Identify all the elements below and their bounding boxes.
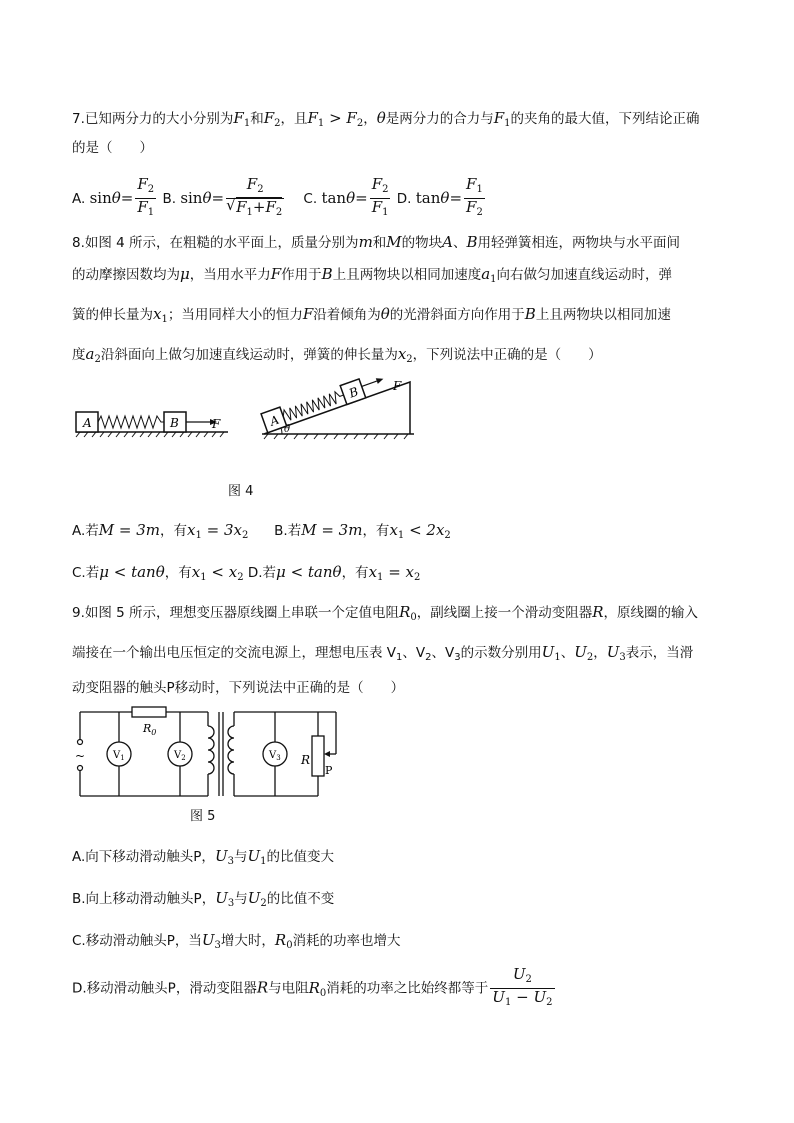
- q7-text: ，: [363, 111, 377, 127]
- q7-options: [72, 176, 487, 221]
- incline-label-a: A: [268, 412, 281, 429]
- q8-line-4: 度$a_2$沿斜面向上做匀加速直线运动时，弹簧的伸长量为$x_2$，下列说法中正确的是（ ）: [72, 345, 602, 365]
- label-r0: $R_0$: [143, 722, 157, 737]
- q8-option-b[interactable]: B.若M = 3m，有$x_1 < 2x_2$: [274, 521, 451, 541]
- ac-source-symbol: ~: [75, 749, 86, 763]
- label-a: A: [83, 416, 92, 430]
- figure-4-caption: 图 4: [228, 484, 254, 499]
- rheostat-r: [312, 736, 324, 776]
- q9-line-3: 动变阻器的触头P移动时，下列说法中正确的是（ ）: [72, 680, 405, 696]
- spring: [98, 416, 164, 428]
- figure-5-caption: 图 5: [190, 809, 216, 824]
- q8-options-cd: [72, 562, 420, 588]
- q9-option-a[interactable]: A.向下移动滑动触头P，$U_3$与$U_1$的比值变大: [72, 847, 334, 867]
- q8-option-c[interactable]: C.若μ < tanθ，有$x_1 < x_2$: [72, 563, 244, 583]
- q7-text: 7.已知两分力的大小分别为: [72, 111, 234, 127]
- label-v3: $V_3$: [269, 750, 281, 762]
- primary-coil: [208, 726, 214, 774]
- q8-option-d[interactable]: D.若μ < tanθ，有$x_1 = x_2$: [247, 563, 421, 583]
- label-theta: θ: [284, 424, 291, 435]
- q7-line-2: 的是（ ）: [72, 140, 153, 156]
- q9-option-d[interactable]: D.移动滑动触头P，滑动变阻器R与电阻$R_0$消耗的功率之比始终都等于 $\frac{U_2}{U_1 - U_2}$: [72, 966, 557, 1012]
- q7-option-a[interactable]: A. sinθ= $\frac{F_2}{F_1}$: [72, 175, 155, 218]
- q9-line-2: 端接在一个输出电压恒定的交流电源上，理想电压表 $V_1$、$V_2$、$V_3$的示数分别用$U_1$、$U_2$，$U_3$表示，当滑: [72, 643, 694, 663]
- slider-contact: [324, 751, 330, 757]
- math-F1: $F_1$: [493, 109, 511, 129]
- label-b: B: [170, 416, 179, 430]
- q7-line-1: [72, 108, 700, 134]
- incline-spring: [281, 389, 345, 422]
- q7-text: ，且: [280, 111, 308, 127]
- math-F2: $F_2$: [263, 109, 281, 129]
- incline-label-b: B: [347, 384, 361, 401]
- secondary-coil: [228, 726, 234, 774]
- q9-option-b[interactable]: B.向上移动滑动触头P，$U_3$与$U_2$的比值不变: [72, 889, 335, 909]
- label-v1: $V_1$: [113, 750, 125, 762]
- q7-text: 的夹角的最大值，下列结论正确: [510, 111, 700, 127]
- q7-option-b[interactable]: B. sinθ= $F_2$ √ $F_1+F_2$: [162, 175, 283, 218]
- fraction-u2-over-u1-minus-u2: $\frac{U_2}{U_1 - U_2}$: [492, 965, 553, 1008]
- resistor-r0: [132, 707, 166, 717]
- math-F1: $F_1$: [233, 109, 251, 129]
- label-v2: $V_2$: [174, 750, 186, 762]
- math-theta: θ: [376, 109, 386, 127]
- incline-label-f: F: [393, 379, 402, 393]
- q7-option-c[interactable]: C. tanθ= $\frac{F_2}{F_1}$: [303, 175, 389, 218]
- q9-option-c[interactable]: C.移动滑动触头P，当$U_3$增大时，$R_0$消耗的功率也增大: [72, 931, 401, 951]
- q8-line-2: 的动摩擦因数均为μ，当用水平力F作用于B上且两物块以相同加速度$a_1$向右做匀加速直线运动时，弹: [72, 265, 673, 285]
- q9-line-1: 9.如图 5 所示，理想变压器原线圈上串联一个定值电阻$R_0$，副线圈上接一个滑动变阻器R，原线圈的输入: [72, 603, 699, 623]
- q8-option-a[interactable]: A.若M = 3m，有$x_1 = 3x_2$: [72, 521, 249, 541]
- q8-options-ab: [72, 520, 451, 546]
- math-F1-gt-F2: $F_1 > F_2$: [307, 109, 364, 129]
- label-f: F: [212, 417, 221, 431]
- q7-text: 和: [250, 111, 264, 127]
- q8-line-3: 簧的伸长量为$x_1$；当用同样大小的恒力F沿着倾角为θ的光滑斜面方向作用于B上且两物块以相同加速: [72, 305, 671, 325]
- figure-4: [72, 378, 422, 464]
- q8-line-1: 8.如图 4 所示，在粗糙的水平面上，质量分别为m和M的物块A、B用轻弹簧相连，两物块与水平面间: [72, 233, 681, 251]
- figure-5: [72, 704, 352, 800]
- label-r: R: [301, 753, 311, 767]
- q7-text: 是两分力的合力与: [385, 111, 494, 127]
- label-p: P: [325, 764, 333, 777]
- q7-option-d[interactable]: D. tanθ= $\frac{F_1}{F_2}$: [396, 175, 483, 218]
